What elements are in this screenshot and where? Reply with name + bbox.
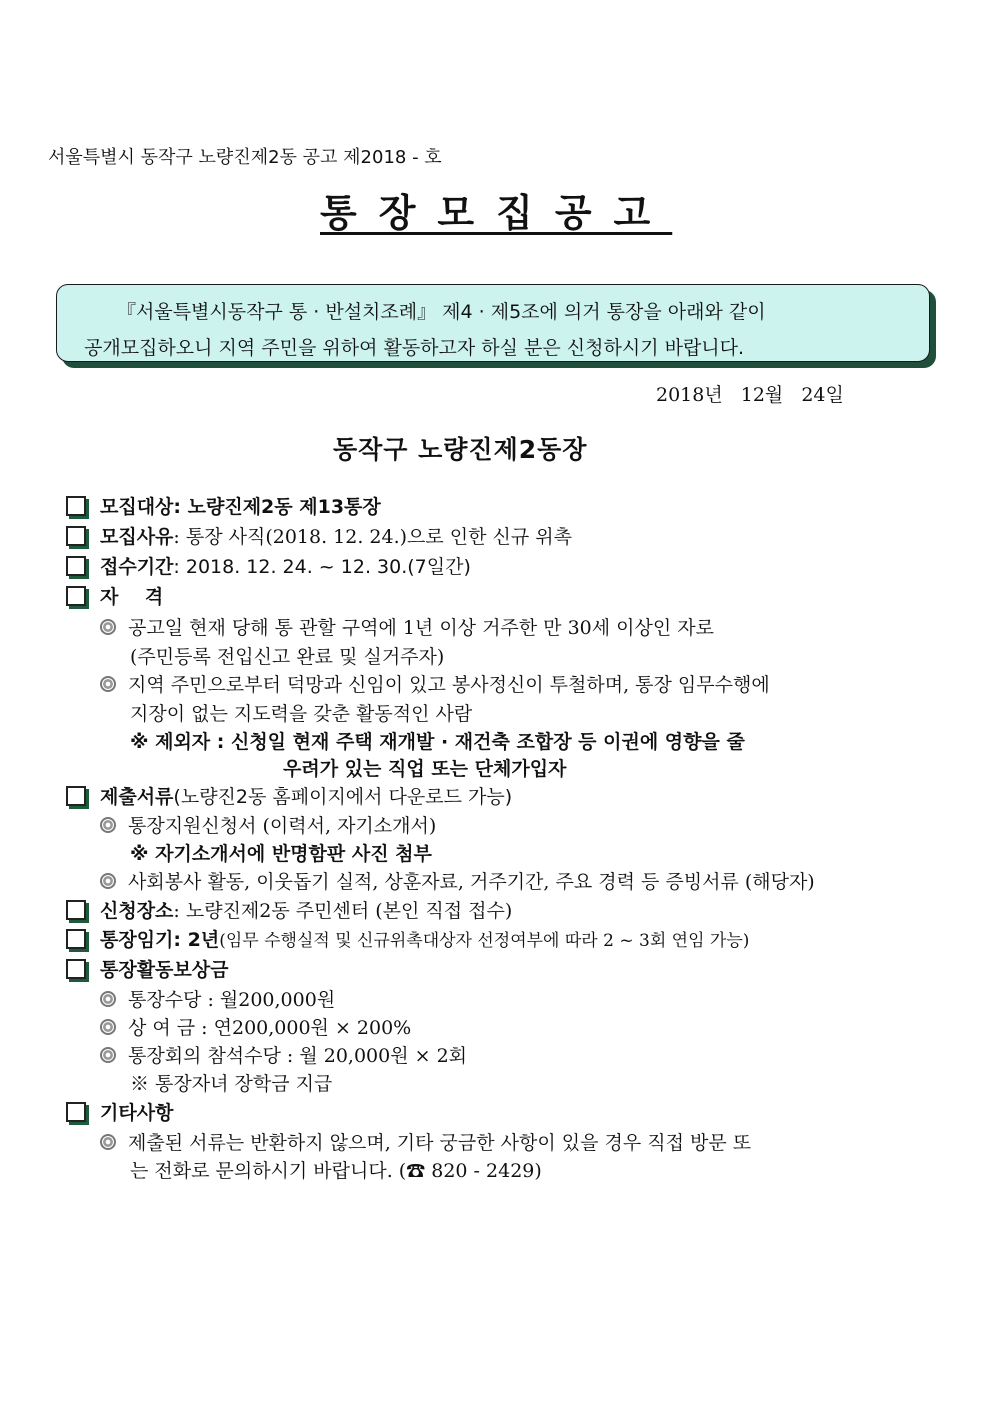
section-label: 통장활동보상금	[100, 959, 229, 981]
docs-note: ※ 자기소개서에 반명함판 사진 첨부	[130, 843, 432, 865]
notice-date: 2018년 12월 24일	[656, 384, 844, 406]
section-value: : 통장 사직(2018. 12. 24.)으로 인한 신규 위촉	[173, 526, 572, 548]
bullet-icon	[100, 619, 116, 635]
bullet-icon	[100, 817, 116, 833]
checkbox-icon	[66, 900, 86, 920]
section-value: : 노량진제2동 제13통장	[173, 496, 381, 518]
qual-item-2	[100, 670, 770, 697]
checkbox-icon	[66, 556, 86, 576]
comp-note: ※ 통장자녀 장학금 지급	[130, 1073, 333, 1095]
qual-item-1-cont: (주민등록 전입신고 완료 및 실거주자)	[130, 646, 445, 668]
checkbox-icon	[66, 496, 86, 516]
docs-item-2-text: 사회봉사 활동, 이웃돕기 실적, 상훈자료, 거주기간, 주요 경력 등 증빙서류 (해당자)	[128, 871, 815, 893]
section-label: 제출서류	[100, 786, 174, 808]
bullet-icon	[100, 1134, 116, 1150]
comp-item-3	[100, 1041, 467, 1068]
section-term	[66, 925, 749, 952]
page-title: 통장모집공고	[320, 191, 673, 235]
checkbox-icon	[66, 1102, 86, 1122]
comp-item-1-text: 통장수당 : 월200,000원	[128, 989, 336, 1011]
section-value: : 노량진제2동 주민센터 (본인 직접 접수)	[173, 900, 513, 922]
section-documents	[66, 782, 512, 809]
intro-line-1: 『서울특별시동작구 통 · 반설치조례』 제4 · 제5조에 의거 통장을 아래와 같이	[117, 301, 766, 323]
section-label: 통장임기	[100, 929, 174, 951]
section-label: 자 격	[100, 586, 164, 608]
docs-item-2	[100, 867, 815, 894]
bullet-icon	[100, 873, 116, 889]
checkbox-icon	[66, 786, 86, 806]
section-compensation	[66, 955, 228, 982]
qual-item-2-cont: 지장이 없는 지도력을 갖춘 활동적인 사람	[130, 703, 473, 725]
comp-item-1	[100, 985, 335, 1012]
signer: 동작구 노량진제2동장	[333, 435, 588, 464]
checkbox-icon	[66, 526, 86, 546]
section-label: 모집대상	[100, 496, 174, 518]
bullet-icon	[100, 676, 116, 692]
comp-item-3-text: 통장회의 참석수당 : 월 20,000원 × 2회	[128, 1045, 468, 1067]
checkbox-icon	[66, 959, 86, 979]
section-value-bold: : 2년	[173, 929, 220, 951]
docs-item-1	[100, 811, 436, 838]
qual-exclude-cont: 우려가 있는 직업 또는 단체가입자	[283, 758, 567, 780]
comp-item-2	[100, 1013, 411, 1040]
section-label: 신청장소	[100, 900, 174, 922]
comp-item-2-text: 상 여 금 : 연200,000원 × 200%	[128, 1017, 412, 1039]
qual-exclude: ※ 제외자 : 신청일 현재 주택 재개발 · 재건축 조합장 등 이권에 영향을 줄	[130, 731, 745, 753]
intro-line-2: 공개모집하오니 지역 주민을 위하여 활동하고자 하실 분은 신청하시기 바랍니다.	[84, 337, 745, 359]
notice-number: 서울특별시 동작구 노량진제2동 공고 제2018 - 호	[48, 147, 442, 168]
section-period	[66, 552, 471, 579]
section-value: (임무 수행실적 및 신규위촉대상자 선정여부에 따라 2 ~ 3회 연임 가능)	[219, 931, 750, 951]
section-label: 모집사유	[100, 526, 174, 548]
bullet-icon	[100, 1019, 116, 1035]
section-label: 기타사항	[100, 1102, 174, 1124]
section-value: (노량진2동 홈페이지에서 다운로드 가능)	[173, 786, 513, 808]
etc-item-1-cont: 는 전화로 문의하시기 바랍니다. (☎ 820 - 2429)	[130, 1160, 542, 1182]
qual-item-2-text: 지역 주민으로부터 덕망과 신임이 있고 봉사정신이 투철하며, 통장 임무수행에	[128, 674, 770, 696]
etc-item-1	[100, 1128, 751, 1155]
bullet-icon	[100, 991, 116, 1007]
bullet-icon	[100, 1047, 116, 1063]
checkbox-icon	[66, 929, 86, 949]
section-target	[66, 492, 381, 519]
qual-item-1	[100, 613, 714, 640]
section-place	[66, 896, 512, 923]
checkbox-icon	[66, 586, 86, 606]
docs-item-1-text: 통장지원신청서 (이력서, 자기소개서)	[128, 815, 437, 837]
qual-item-1-text: 공고일 현재 당해 통 관할 구역에 1년 이상 거주한 만 30세 이상인 자로	[128, 617, 714, 639]
section-value: : 2018. 12. 24. ~ 12. 30.(7일간)	[173, 556, 471, 578]
section-etc	[66, 1098, 173, 1125]
section-qualification	[66, 582, 163, 609]
section-reason	[66, 522, 572, 549]
etc-item-1-text: 제출된 서류는 반환하지 않으며, 기타 궁금한 사항이 있을 경우 직접 방문 또	[128, 1132, 752, 1154]
section-label: 접수기간	[100, 556, 174, 578]
